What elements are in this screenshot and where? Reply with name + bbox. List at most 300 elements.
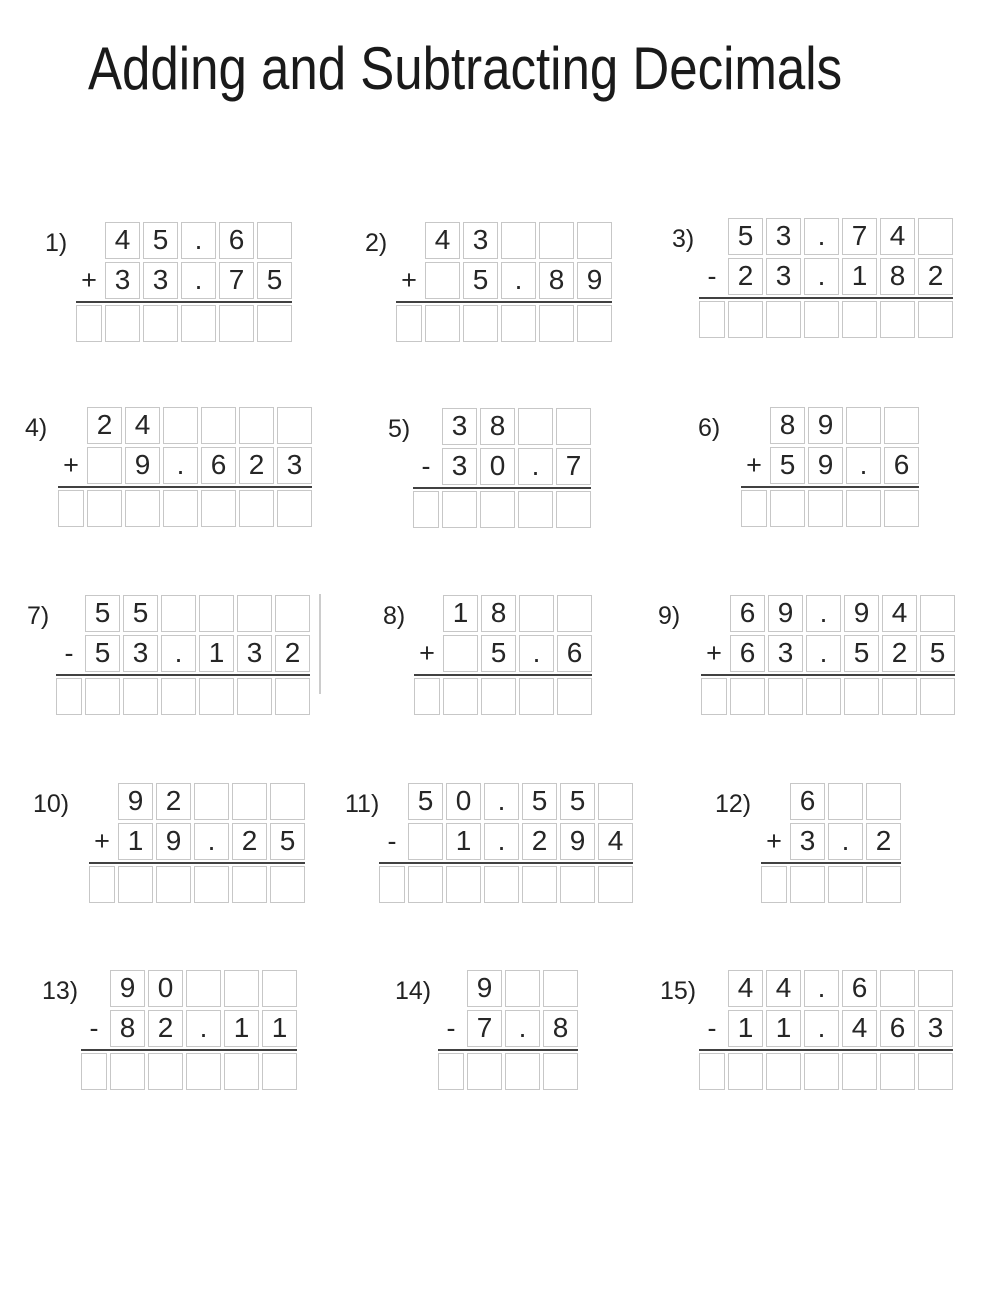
answer-box[interactable] bbox=[842, 1053, 877, 1090]
digit-cell: 6 bbox=[730, 595, 765, 632]
empty-cell bbox=[866, 783, 901, 820]
empty-cell bbox=[501, 222, 536, 259]
decimal-point-cell: . bbox=[846, 447, 881, 484]
equals-line bbox=[699, 297, 953, 299]
digit-cell: 9 bbox=[768, 595, 803, 632]
digit-cell: 7 bbox=[219, 262, 254, 299]
decimal-point-cell: . bbox=[194, 823, 229, 860]
digit-cell: 8 bbox=[770, 407, 805, 444]
answer-box[interactable] bbox=[143, 305, 178, 342]
problem-grid bbox=[76, 222, 292, 342]
digit-cell: 2 bbox=[918, 258, 953, 295]
digit-cell: 4 bbox=[728, 970, 763, 1007]
digit-cell: 2 bbox=[275, 635, 310, 672]
answer-box[interactable] bbox=[163, 490, 198, 527]
digit-cell: 1 bbox=[199, 635, 234, 672]
answer-box[interactable] bbox=[379, 866, 405, 903]
digit-cell: 3 bbox=[237, 635, 272, 672]
answer-box[interactable] bbox=[543, 1053, 578, 1090]
answer-box[interactable] bbox=[808, 490, 843, 527]
operand2-row bbox=[379, 823, 633, 860]
digit-cell: 4 bbox=[105, 222, 140, 259]
digit-cell: 5 bbox=[560, 783, 595, 820]
problem-number-label: 3) bbox=[672, 225, 695, 253]
decimal-point-cell: . bbox=[518, 448, 553, 485]
operand2-row bbox=[701, 635, 955, 672]
operand2-row bbox=[761, 823, 901, 860]
digit-cell: 6 bbox=[880, 1010, 915, 1047]
answer-box[interactable] bbox=[846, 490, 881, 527]
minus-operator-icon: - bbox=[446, 1013, 456, 1043]
answer-box[interactable] bbox=[413, 491, 439, 528]
empty-cell bbox=[270, 783, 305, 820]
answer-box[interactable] bbox=[237, 678, 272, 715]
problem-number-label: 10) bbox=[33, 790, 70, 818]
operand2-row bbox=[699, 258, 953, 295]
digit-cell: 5 bbox=[85, 635, 120, 672]
answer-box[interactable] bbox=[728, 301, 763, 338]
equals-line bbox=[414, 674, 592, 676]
answer-box[interactable] bbox=[125, 490, 160, 527]
answer-box[interactable] bbox=[467, 1053, 502, 1090]
problem-grid bbox=[741, 407, 919, 527]
equals-line bbox=[396, 301, 612, 303]
answer-box[interactable] bbox=[123, 678, 158, 715]
answer-box[interactable] bbox=[414, 678, 440, 715]
digit-cell: 9 bbox=[118, 783, 153, 820]
operand1-row bbox=[467, 970, 578, 1007]
digit-cell: 7 bbox=[467, 1010, 502, 1047]
empty-cell bbox=[884, 407, 919, 444]
answer-row bbox=[379, 866, 633, 903]
answer-box[interactable] bbox=[232, 866, 267, 903]
digit-cell: 1 bbox=[446, 823, 481, 860]
digit-cell: 4 bbox=[766, 970, 801, 1007]
minus-operator-icon: - bbox=[707, 261, 717, 291]
digit-cell: 4 bbox=[125, 407, 160, 444]
digit-cell: 5 bbox=[408, 783, 443, 820]
answer-box[interactable] bbox=[790, 866, 825, 903]
answer-box[interactable] bbox=[522, 866, 557, 903]
answer-box[interactable] bbox=[701, 678, 727, 715]
answer-box[interactable] bbox=[81, 1053, 107, 1090]
digit-cell: 4 bbox=[425, 222, 460, 259]
digit-cell: 4 bbox=[882, 595, 917, 632]
digit-cell: 9 bbox=[808, 447, 843, 484]
worksheet-title: Adding and Subtracting Decimals bbox=[88, 35, 843, 102]
problem-number-label: 6) bbox=[698, 414, 721, 442]
problem-grid bbox=[58, 407, 312, 527]
answer-box[interactable] bbox=[844, 678, 879, 715]
decimal-point-cell: . bbox=[505, 1010, 540, 1047]
answer-box[interactable] bbox=[199, 678, 234, 715]
problem-grid bbox=[761, 783, 901, 903]
digit-cell: 9 bbox=[156, 823, 191, 860]
answer-box[interactable] bbox=[804, 301, 839, 338]
answer-box[interactable] bbox=[156, 866, 191, 903]
digit-cell: 1 bbox=[728, 1010, 763, 1047]
answer-box[interactable] bbox=[577, 305, 612, 342]
operand2-row bbox=[414, 635, 592, 672]
answer-box[interactable] bbox=[118, 866, 153, 903]
digit-cell: 7 bbox=[556, 448, 591, 485]
empty-cell bbox=[828, 783, 863, 820]
minus-operator-icon: - bbox=[89, 1013, 99, 1043]
answer-box[interactable] bbox=[741, 490, 767, 527]
plus-operator-icon: + bbox=[706, 638, 722, 668]
digit-cell: 2 bbox=[148, 1010, 183, 1047]
digit-cell: 9 bbox=[577, 262, 612, 299]
empty-cell bbox=[880, 970, 915, 1007]
answer-box[interactable] bbox=[438, 1053, 464, 1090]
equals-line bbox=[699, 1049, 953, 1051]
answer-box[interactable] bbox=[89, 866, 115, 903]
answer-row bbox=[741, 490, 919, 527]
answer-box[interactable] bbox=[76, 305, 102, 342]
digit-cell: 3 bbox=[790, 823, 825, 860]
answer-box[interactable] bbox=[201, 490, 236, 527]
answer-row bbox=[56, 678, 310, 715]
decimal-point-cell: . bbox=[186, 1010, 221, 1047]
digit-cell: 5 bbox=[257, 262, 292, 299]
digit-cell: 0 bbox=[446, 783, 481, 820]
answer-box[interactable] bbox=[224, 1053, 259, 1090]
digit-cell: 5 bbox=[770, 447, 805, 484]
digit-cell: 5 bbox=[85, 595, 120, 632]
digit-cell: 4 bbox=[842, 1010, 877, 1047]
digit-cell: 5 bbox=[143, 222, 178, 259]
empty-cell bbox=[846, 407, 881, 444]
problem-grid bbox=[81, 970, 297, 1090]
answer-box[interactable] bbox=[262, 1053, 297, 1090]
empty-cell bbox=[232, 783, 267, 820]
digit-cell: 8 bbox=[539, 262, 574, 299]
empty-cell bbox=[577, 222, 612, 259]
answer-box[interactable] bbox=[501, 305, 536, 342]
equals-line bbox=[761, 862, 901, 864]
digit-cell: 5 bbox=[844, 635, 879, 672]
answer-box[interactable] bbox=[56, 678, 82, 715]
stray-grid-line bbox=[319, 594, 321, 694]
digit-cell: 7 bbox=[842, 218, 877, 255]
empty-cell bbox=[239, 407, 274, 444]
empty-cell bbox=[224, 970, 259, 1007]
answer-box[interactable] bbox=[425, 305, 460, 342]
digit-cell: 6 bbox=[201, 447, 236, 484]
empty-cell bbox=[186, 970, 221, 1007]
answer-box[interactable] bbox=[181, 305, 216, 342]
answer-row bbox=[413, 491, 591, 528]
decimal-point-cell: . bbox=[163, 447, 198, 484]
problem-grid bbox=[56, 595, 310, 715]
answer-box[interactable] bbox=[257, 305, 292, 342]
empty-cell bbox=[519, 595, 554, 632]
answer-box[interactable] bbox=[560, 866, 595, 903]
digit-cell: 8 bbox=[481, 595, 516, 632]
answer-box[interactable] bbox=[110, 1053, 145, 1090]
empty-cell bbox=[237, 595, 272, 632]
problem-grid bbox=[414, 595, 592, 715]
equals-line bbox=[56, 674, 310, 676]
answer-box[interactable] bbox=[443, 678, 478, 715]
digit-cell: 2 bbox=[728, 258, 763, 295]
empty-cell bbox=[443, 635, 478, 672]
answer-box[interactable] bbox=[105, 305, 140, 342]
digit-cell: 9 bbox=[467, 970, 502, 1007]
equals-line bbox=[379, 862, 633, 864]
operand1-row bbox=[87, 407, 312, 444]
answer-box[interactable] bbox=[148, 1053, 183, 1090]
problem-number-label: 15) bbox=[660, 977, 697, 1005]
digit-cell: 5 bbox=[728, 218, 763, 255]
digit-cell: 6 bbox=[557, 635, 592, 672]
operand1-row bbox=[790, 783, 901, 820]
equals-line bbox=[741, 486, 919, 488]
answer-box[interactable] bbox=[219, 305, 254, 342]
answer-box[interactable] bbox=[804, 1053, 839, 1090]
answer-box[interactable] bbox=[866, 866, 901, 903]
problem-number-label: 4) bbox=[25, 414, 48, 442]
problem-grid bbox=[701, 595, 955, 715]
answer-box[interactable] bbox=[806, 678, 841, 715]
operand1-row bbox=[118, 783, 305, 820]
digit-cell: 6 bbox=[790, 783, 825, 820]
digit-cell: 5 bbox=[463, 262, 498, 299]
operand1-row bbox=[730, 595, 955, 632]
answer-box[interactable] bbox=[518, 491, 553, 528]
equals-line bbox=[413, 487, 591, 489]
decimal-point-cell: . bbox=[519, 635, 554, 672]
decimal-point-cell: . bbox=[804, 258, 839, 295]
answer-box[interactable] bbox=[505, 1053, 540, 1090]
answer-box[interactable] bbox=[408, 866, 443, 903]
operand2-row bbox=[89, 823, 305, 860]
operand1-row bbox=[728, 970, 953, 1007]
minus-operator-icon: - bbox=[421, 451, 431, 481]
digit-cell: 3 bbox=[277, 447, 312, 484]
digit-cell: 0 bbox=[480, 448, 515, 485]
answer-box[interactable] bbox=[194, 866, 229, 903]
decimal-point-cell: . bbox=[828, 823, 863, 860]
operand2-row bbox=[741, 447, 919, 484]
digit-cell: 2 bbox=[882, 635, 917, 672]
digit-cell: 3 bbox=[463, 222, 498, 259]
answer-box[interactable] bbox=[920, 678, 955, 715]
digit-cell: 0 bbox=[148, 970, 183, 1007]
answer-box[interactable] bbox=[539, 305, 574, 342]
digit-cell: 1 bbox=[842, 258, 877, 295]
empty-cell bbox=[408, 823, 443, 860]
answer-box[interactable] bbox=[480, 491, 515, 528]
answer-box[interactable] bbox=[557, 678, 592, 715]
decimal-point-cell: . bbox=[161, 635, 196, 672]
answer-box[interactable] bbox=[766, 301, 801, 338]
digit-cell: 9 bbox=[560, 823, 595, 860]
answer-box[interactable] bbox=[880, 1053, 915, 1090]
digit-cell: 6 bbox=[884, 447, 919, 484]
answer-box[interactable] bbox=[87, 490, 122, 527]
empty-cell bbox=[505, 970, 540, 1007]
answer-box[interactable] bbox=[699, 1053, 725, 1090]
digit-cell: 2 bbox=[156, 783, 191, 820]
answer-box[interactable] bbox=[186, 1053, 221, 1090]
empty-cell bbox=[556, 408, 591, 445]
problem-number-label: 12) bbox=[715, 790, 752, 818]
answer-box[interactable] bbox=[270, 866, 305, 903]
problem-grid bbox=[379, 783, 633, 903]
answer-box[interactable] bbox=[519, 678, 554, 715]
problem-grid bbox=[699, 218, 953, 338]
digit-cell: 9 bbox=[844, 595, 879, 632]
decimal-point-cell: . bbox=[484, 823, 519, 860]
digit-cell: 2 bbox=[522, 823, 557, 860]
answer-box[interactable] bbox=[58, 490, 84, 527]
empty-cell bbox=[543, 970, 578, 1007]
answer-box[interactable] bbox=[239, 490, 274, 527]
empty-cell bbox=[518, 408, 553, 445]
digit-cell: 3 bbox=[105, 262, 140, 299]
empty-cell bbox=[262, 970, 297, 1007]
plus-operator-icon: + bbox=[746, 450, 762, 480]
empty-cell bbox=[194, 783, 229, 820]
empty-cell bbox=[425, 262, 460, 299]
operand1-row bbox=[425, 222, 612, 259]
operand2-row bbox=[438, 1010, 578, 1047]
digit-cell: 3 bbox=[766, 218, 801, 255]
digit-cell: 1 bbox=[443, 595, 478, 632]
operand2-row bbox=[58, 447, 312, 484]
answer-box[interactable] bbox=[766, 1053, 801, 1090]
digit-cell: 4 bbox=[598, 823, 633, 860]
minus-operator-icon: - bbox=[707, 1013, 717, 1043]
digit-cell: 1 bbox=[118, 823, 153, 860]
digit-cell: 5 bbox=[481, 635, 516, 672]
answer-box[interactable] bbox=[161, 678, 196, 715]
empty-cell bbox=[918, 218, 953, 255]
digit-cell: 5 bbox=[920, 635, 955, 672]
digit-cell: 3 bbox=[442, 448, 477, 485]
answer-box[interactable] bbox=[728, 1053, 763, 1090]
operand1-row bbox=[408, 783, 633, 820]
plus-operator-icon: + bbox=[81, 265, 97, 295]
plus-operator-icon: + bbox=[94, 826, 110, 856]
empty-cell bbox=[161, 595, 196, 632]
operand1-row bbox=[728, 218, 953, 255]
answer-box[interactable] bbox=[484, 866, 519, 903]
answer-box[interactable] bbox=[918, 301, 953, 338]
plus-operator-icon: + bbox=[63, 450, 79, 480]
digit-cell: 3 bbox=[442, 408, 477, 445]
answer-box[interactable] bbox=[730, 678, 765, 715]
empty-cell bbox=[920, 595, 955, 632]
answer-box[interactable] bbox=[699, 301, 725, 338]
problem-number-label: 7) bbox=[27, 602, 50, 630]
decimal-point-cell: . bbox=[804, 970, 839, 1007]
problem-number-label: 5) bbox=[388, 415, 411, 443]
answer-row bbox=[414, 678, 592, 715]
answer-box[interactable] bbox=[446, 866, 481, 903]
answer-box[interactable] bbox=[442, 491, 477, 528]
answer-box[interactable] bbox=[275, 678, 310, 715]
digit-cell: 2 bbox=[87, 407, 122, 444]
decimal-point-cell: . bbox=[501, 262, 536, 299]
digit-cell: 2 bbox=[866, 823, 901, 860]
empty-cell bbox=[557, 595, 592, 632]
decimal-point-cell: . bbox=[806, 595, 841, 632]
answer-box[interactable] bbox=[277, 490, 312, 527]
answer-box[interactable] bbox=[918, 1053, 953, 1090]
digit-cell: 6 bbox=[842, 970, 877, 1007]
digit-cell: 1 bbox=[224, 1010, 259, 1047]
empty-cell bbox=[199, 595, 234, 632]
answer-box[interactable] bbox=[396, 305, 422, 342]
operand2-row bbox=[396, 262, 612, 299]
empty-cell bbox=[918, 970, 953, 1007]
digit-cell: 9 bbox=[110, 970, 145, 1007]
equals-line bbox=[89, 862, 305, 864]
answer-row bbox=[438, 1053, 578, 1090]
answer-box[interactable] bbox=[556, 491, 591, 528]
empty-cell bbox=[257, 222, 292, 259]
answer-row bbox=[699, 301, 953, 338]
equals-line bbox=[58, 486, 312, 488]
problem-grid bbox=[699, 970, 953, 1090]
decimal-point-cell: . bbox=[484, 783, 519, 820]
plus-operator-icon: + bbox=[401, 265, 417, 295]
answer-box[interactable] bbox=[828, 866, 863, 903]
digit-cell: 6 bbox=[219, 222, 254, 259]
answer-box[interactable] bbox=[768, 678, 803, 715]
problem-grid bbox=[438, 970, 578, 1090]
answer-box[interactable] bbox=[770, 490, 805, 527]
operand1-row bbox=[442, 408, 591, 445]
answer-box[interactable] bbox=[884, 490, 919, 527]
digit-cell: 5 bbox=[123, 595, 158, 632]
plus-operator-icon: + bbox=[419, 638, 435, 668]
answer-row bbox=[396, 305, 612, 342]
digit-cell: 6 bbox=[730, 635, 765, 672]
digit-cell: 1 bbox=[766, 1010, 801, 1047]
answer-box[interactable] bbox=[882, 678, 917, 715]
digit-cell: 5 bbox=[270, 823, 305, 860]
operand1-row bbox=[85, 595, 310, 632]
answer-row bbox=[81, 1053, 297, 1090]
operand2-row bbox=[76, 262, 292, 299]
answer-box[interactable] bbox=[761, 866, 787, 903]
problem-number-label: 2) bbox=[365, 229, 388, 257]
answer-box[interactable] bbox=[880, 301, 915, 338]
decimal-point-cell: . bbox=[804, 218, 839, 255]
answer-box[interactable] bbox=[481, 678, 516, 715]
operand2-row bbox=[56, 635, 310, 672]
empty-cell bbox=[275, 595, 310, 632]
digit-cell: 2 bbox=[232, 823, 267, 860]
answer-row bbox=[761, 866, 901, 903]
empty-cell bbox=[277, 407, 312, 444]
operand1-row bbox=[105, 222, 292, 259]
digit-cell: 8 bbox=[110, 1010, 145, 1047]
answer-box[interactable] bbox=[842, 301, 877, 338]
problem-grid bbox=[89, 783, 305, 903]
answer-box[interactable] bbox=[463, 305, 498, 342]
equals-line bbox=[438, 1049, 578, 1051]
problem-grid bbox=[396, 222, 612, 342]
answer-box[interactable] bbox=[85, 678, 120, 715]
answer-box[interactable] bbox=[598, 866, 633, 903]
digit-cell: 3 bbox=[918, 1010, 953, 1047]
empty-cell bbox=[87, 447, 122, 484]
decimal-point-cell: . bbox=[806, 635, 841, 672]
